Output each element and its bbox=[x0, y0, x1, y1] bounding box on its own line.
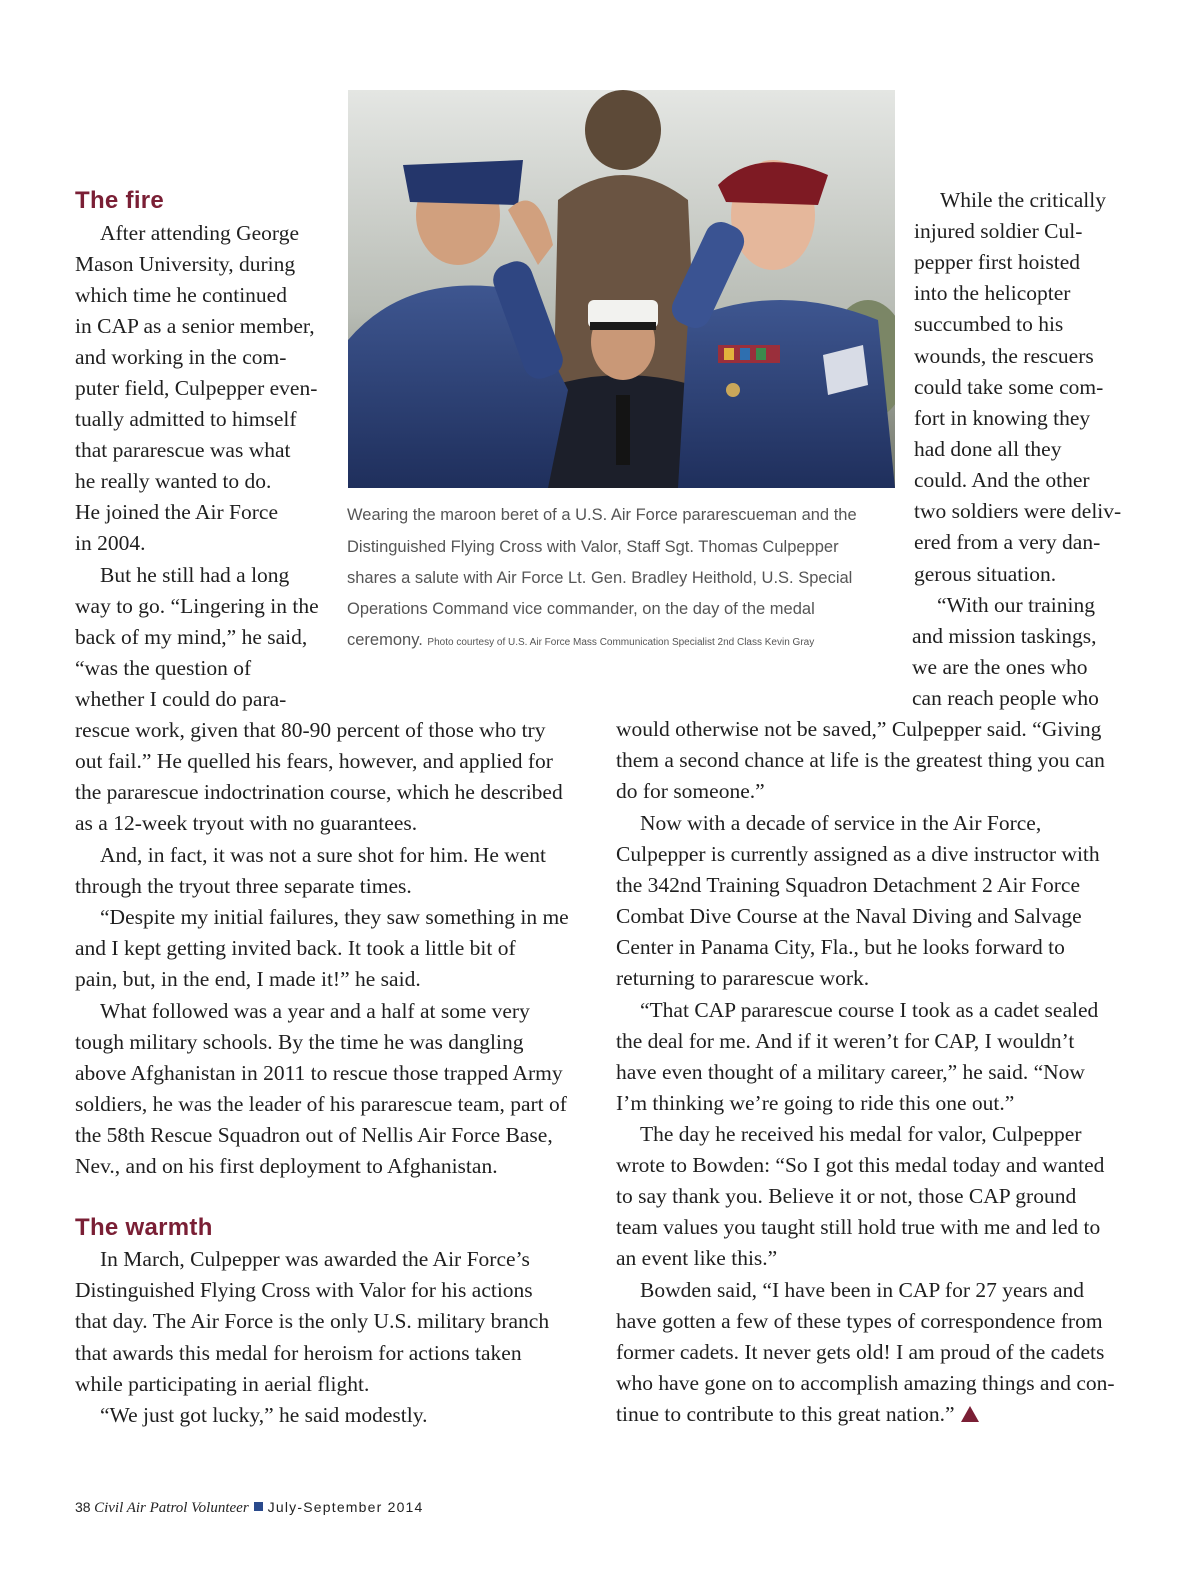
body-line: “With our training bbox=[937, 593, 1095, 617]
photo-caption-text: ceremony. bbox=[347, 631, 423, 649]
body-line: soldiers, he was the leader of his pararescue team, part of bbox=[75, 1092, 567, 1116]
body-line: Center in Panama City, Fla., but he looks forward to bbox=[616, 935, 1065, 959]
body-line: two soldiers were deliv- bbox=[914, 499, 1122, 523]
photo-caption-line: shares a salute with Air Force Lt. Gen. Bradley Heithold, U.S. Special bbox=[347, 569, 853, 587]
magazine-title: Civil Air Patrol Volunteer bbox=[94, 1500, 249, 1516]
body-line: an event like this.” bbox=[616, 1246, 778, 1270]
body-line: succumbed to his bbox=[914, 312, 1064, 336]
body-line: puter field, Culpepper even- bbox=[75, 376, 318, 400]
body-line: have gotten a few of these types of correspondence from bbox=[616, 1309, 1103, 1333]
body-line: wounds, the rescuers bbox=[914, 344, 1094, 368]
end-triangle-icon bbox=[961, 1406, 979, 1422]
body-line: in CAP as a senior member, bbox=[75, 314, 315, 338]
body-line: through the tryout three separate times. bbox=[75, 874, 412, 898]
body-line: fort in knowing they bbox=[914, 406, 1091, 430]
body-line: do for someone.” bbox=[616, 779, 765, 803]
body-line: can reach people who bbox=[912, 686, 1099, 710]
body-line: wrote to Bowden: “So I got this medal today and wanted bbox=[616, 1153, 1105, 1177]
photo-caption-line: Distinguished Flying Cross with Valor, Staff Sgt. Thomas Culpepper bbox=[347, 538, 839, 556]
photo-caption-line: Operations Command vice commander, on the day of the medal bbox=[347, 600, 815, 618]
body-line: pain, but, in the end, I made it!” he said. bbox=[75, 967, 421, 991]
salute-photo-illustration bbox=[348, 90, 895, 488]
page-number: 38 bbox=[75, 1499, 91, 1515]
body-line: that awards this medal for heroism for actions taken bbox=[75, 1341, 522, 1365]
body-line: After attending George bbox=[100, 221, 300, 245]
body-line: ered from a very dan- bbox=[914, 530, 1101, 554]
body-line: in 2004. bbox=[75, 531, 146, 555]
body-line: The day he received his medal for valor, Culpepper bbox=[640, 1122, 1082, 1146]
photo-caption-last-line bbox=[347, 631, 814, 650]
body-line: Nev., and on his first deployment to Afghanistan. bbox=[75, 1154, 498, 1178]
body-line: out fail.” He quelled his fears, however, and applied for bbox=[75, 749, 553, 773]
body-line: gerous situation. bbox=[914, 562, 1057, 586]
body-line: have even thought of a military career,” he said. “Now bbox=[616, 1060, 1085, 1084]
body-line: Culpepper is currently assigned as a dive instructor with bbox=[616, 842, 1100, 866]
body-line: pepper first hoisted bbox=[914, 250, 1080, 274]
body-line: who have gone on to accomplish amazing things and con- bbox=[616, 1371, 1115, 1395]
body-line-last bbox=[616, 1401, 979, 1427]
body-line: Bowden said, “I have been in CAP for 27 years and bbox=[640, 1278, 1085, 1302]
body-line: would otherwise not be saved,” Culpepper said. “Giving bbox=[616, 717, 1102, 741]
body-line: I’m thinking we’re going to ride this one out.” bbox=[616, 1091, 1015, 1115]
body-line: to say thank you. Believe it or not, those CAP ground bbox=[616, 1184, 1077, 1208]
body-line: could. And the other bbox=[914, 468, 1090, 492]
body-line: rescue work, given that 80-90 percent of those who try bbox=[75, 718, 546, 742]
body-line: Distinguished Flying Cross with Valor for his actions bbox=[75, 1278, 533, 1302]
body-line: the 58th Rescue Squadron out of Nellis Air Force Base, bbox=[75, 1123, 553, 1147]
body-line: that pararescue was what bbox=[75, 438, 291, 462]
body-line: While the critically bbox=[940, 188, 1106, 212]
body-line: could take some com- bbox=[914, 375, 1104, 399]
body-line: which time he continued bbox=[75, 283, 287, 307]
body-line: But he still had a long bbox=[100, 563, 290, 587]
body-line: them a second chance at life is the greatest thing you can bbox=[616, 748, 1105, 772]
body-line: tually admitted to himself bbox=[75, 407, 297, 431]
body-line: Mason University, during bbox=[75, 252, 296, 276]
body-line: the 342nd Training Squadron Detachment 2 Air Force bbox=[616, 873, 1080, 897]
body-line: returning to pararescue work. bbox=[616, 966, 870, 990]
body-line: In March, Culpepper was awarded the Air Force’s bbox=[100, 1247, 530, 1271]
body-line: that day. The Air Force is the only U.S. military branch bbox=[75, 1309, 550, 1333]
body-line: into the helicopter bbox=[914, 281, 1071, 305]
body-line: as a 12-week tryout with no guarantees. bbox=[75, 811, 418, 835]
body-line: What followed was a year and a half at some very bbox=[100, 999, 530, 1023]
body-line: he really wanted to do. bbox=[75, 469, 272, 493]
body-line: And, in fact, it was not a sure shot for him. He went bbox=[100, 843, 547, 867]
body-line: way to go. “Lingering in the bbox=[75, 594, 319, 618]
body-line: above Afghanistan in 2011 to rescue those trapped Army bbox=[75, 1061, 563, 1085]
photo-credit: Photo courtesy of U.S. Air Force Mass Communication Specialist 2nd Class Kevin Gray bbox=[427, 637, 815, 648]
body-line: the pararescue indoctrination course, which he described bbox=[75, 780, 563, 804]
body-line: “We just got lucky,” he said modestly. bbox=[100, 1403, 428, 1427]
body-line: former cadets. It never gets old! I am proud of the cadets bbox=[616, 1340, 1105, 1364]
body-line-text: tinue to contribute to this great nation.” bbox=[616, 1402, 955, 1426]
photo-caption-line: Wearing the maroon beret of a U.S. Air Force pararescueman and the bbox=[347, 506, 857, 524]
body-line: tough military schools. By the time he was dangling bbox=[75, 1030, 524, 1054]
body-line: the deal for me. And if it weren’t for CAP, I wouldn’t bbox=[616, 1029, 1075, 1053]
issue-date: July-September 2014 bbox=[267, 1499, 424, 1515]
body-line: Now with a decade of service in the Air Force, bbox=[640, 811, 1042, 835]
square-bullet-icon bbox=[254, 1502, 263, 1511]
body-line: back of my mind,” he said, bbox=[75, 625, 308, 649]
body-line: He joined the Air Force bbox=[75, 500, 279, 524]
body-line: and working in the com- bbox=[75, 345, 287, 369]
body-line: while participating in aerial flight. bbox=[75, 1372, 370, 1396]
body-line: “Despite my initial failures, they saw something in me bbox=[100, 905, 569, 929]
body-line: we are the ones who bbox=[912, 655, 1088, 679]
page-footer bbox=[75, 1499, 424, 1517]
body-line: team values you taught still hold true with me and led to bbox=[616, 1215, 1101, 1239]
body-line: “That CAP pararescue course I took as a cadet sealed bbox=[640, 998, 1099, 1022]
ceremony-photo bbox=[348, 90, 895, 488]
body-line: Combat Dive Course at the Naval Diving and Salvage bbox=[616, 904, 1082, 928]
body-line: and I kept getting invited back. It took a little bit of bbox=[75, 936, 516, 960]
section-heading-warmth: The warmth bbox=[75, 1214, 213, 1241]
body-line: and mission taskings, bbox=[912, 624, 1097, 648]
body-line: “was the question of bbox=[75, 656, 252, 680]
body-line: had done all they bbox=[914, 437, 1062, 461]
section-heading-fire: The fire bbox=[75, 187, 165, 214]
body-line: whether I could do para- bbox=[75, 687, 287, 711]
body-line: injured soldier Cul- bbox=[914, 219, 1083, 243]
